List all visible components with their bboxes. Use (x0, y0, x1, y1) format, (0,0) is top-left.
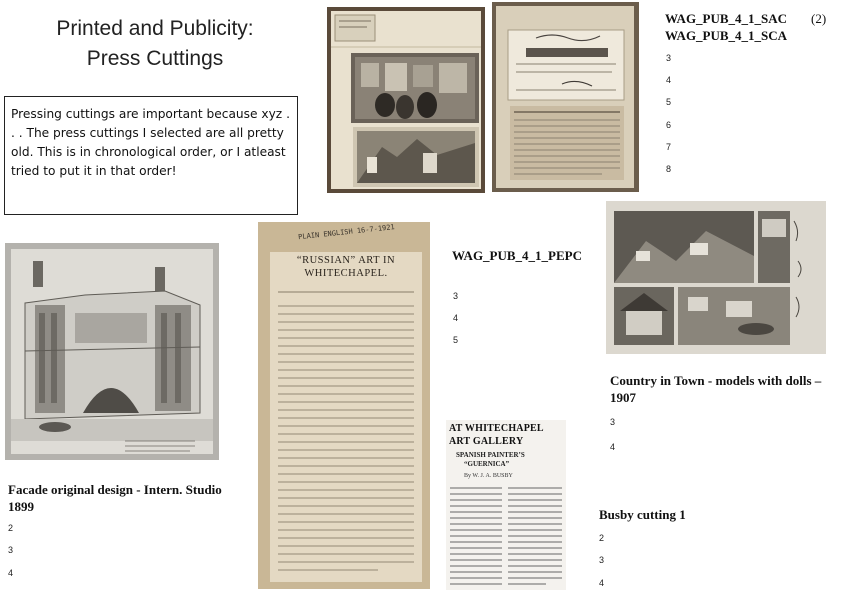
busby-headline (449, 422, 563, 448)
code-pepc: WAG_PUB_4_1_PEPC (452, 248, 582, 263)
title-line-1: Printed and Publicity: (56, 17, 254, 40)
list-item: 3 (599, 555, 605, 565)
code-sca: WAG_PUB_4_1_SCA (665, 28, 788, 43)
list-item: 5 (666, 97, 672, 107)
list-item: 7 (666, 142, 672, 152)
list-item: 3 (453, 291, 459, 301)
list-item: 6 (666, 120, 672, 130)
list-item: 3 (8, 545, 14, 555)
list-item: 2 (599, 533, 605, 543)
code-sac: WAG_PUB_4_1_SAC (665, 11, 788, 26)
russian-headline-line-2: WHITECHAPEL. (304, 268, 388, 279)
list-item: 4 (453, 313, 459, 323)
busby-byline: By W. J. A. BUSBY (464, 473, 513, 479)
busby-sub-line-1: SPANISH PAINTER’S (456, 451, 525, 459)
list-item: 3 (610, 417, 616, 427)
busby-sub-line-2: “GUERNICA” (464, 460, 510, 468)
country-in-town-photograph (606, 201, 826, 354)
facade-caption: Facade original design - Intern. Studio 1899 (8, 482, 222, 514)
list-item: 3 (666, 53, 672, 63)
list-item: 8 (666, 164, 672, 174)
russian-headline-line-1: “RUSSIAN” ART IN (296, 255, 396, 266)
press-cutting-association-slip (492, 2, 639, 192)
russian-cutting-headline (270, 254, 422, 280)
list-item: 4 (610, 442, 616, 452)
busby-headline-line-1: AT WHITECHAPEL (449, 423, 544, 434)
list-item: 4 (599, 578, 605, 588)
album-photograph (327, 7, 485, 193)
list-item: 4 (666, 75, 672, 85)
list-item: 5 (453, 335, 459, 345)
busby-caption: Busby cutting 1 (599, 507, 686, 522)
busby-subheadline (456, 451, 556, 469)
russian-art-cutting (258, 222, 430, 589)
busby-headline-line-2: ART GALLERY (449, 436, 524, 447)
list-item: 2 (8, 523, 14, 533)
list-item: 4 (8, 568, 14, 578)
country-caption: Country in Town - models with dolls – 1907 (610, 373, 822, 405)
title-line-2: Press Cuttings (86, 47, 224, 70)
busby-cutting (446, 420, 566, 590)
description-box: Pressing cuttings are important because xyz . . . The press cuttings I selected are all pretty old. This is in chronological order, or I atleast tried to put it in that order! (4, 96, 298, 215)
page-title (20, 14, 290, 74)
russian-cutting-handwriting: PLAIN ENGLISH 16-7-1921 (297, 223, 396, 242)
whitechapel-building-drawing (5, 243, 219, 460)
count-badge: (2) (811, 11, 827, 26)
